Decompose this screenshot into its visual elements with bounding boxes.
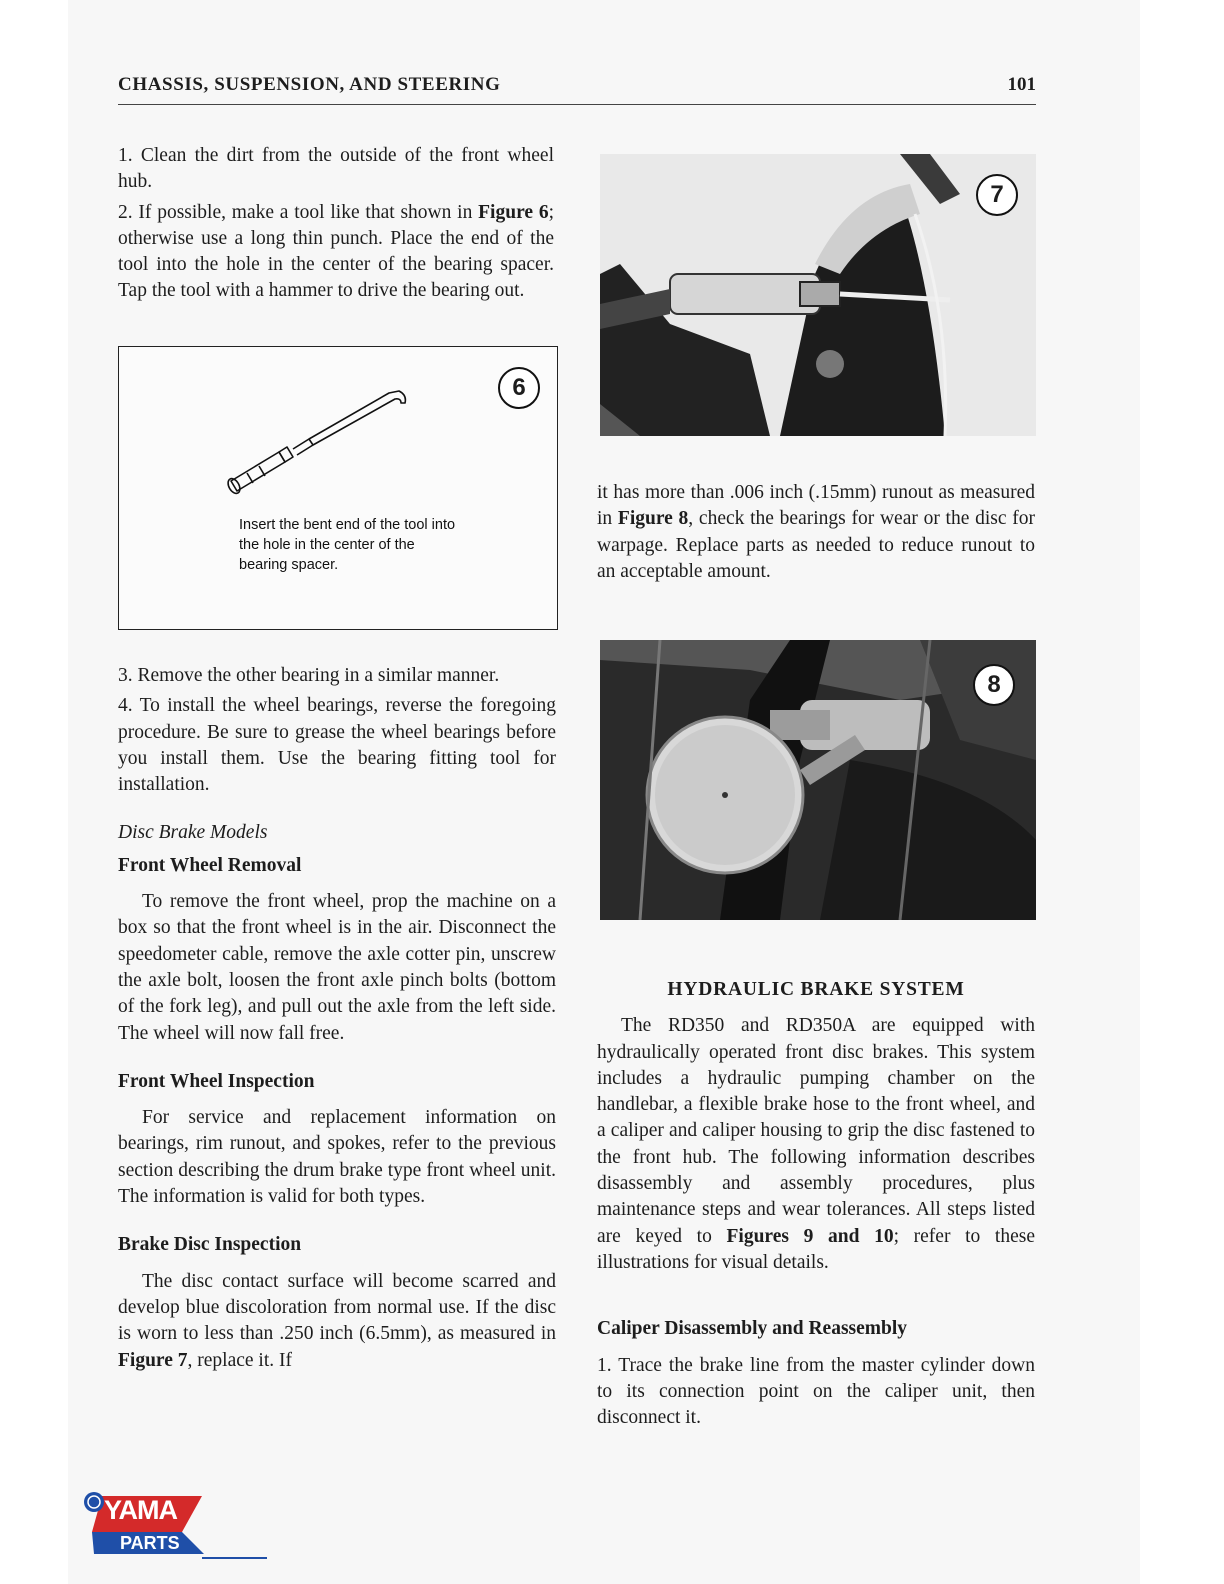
right-column-middle: [597, 480, 1035, 585]
figure-ref: Figures 9 and 10: [726, 1225, 894, 1247]
disc-measurement-photo: [600, 154, 1036, 436]
front-wheel-inspection-text: For service and replacement information on bearings, rim runout, and spokes, refer to the previous section describing the drum brake type front wheel unit. The information is valid for both types.: [118, 1107, 556, 1208]
figure-ref: Figure 6: [478, 201, 549, 223]
figure-8-photo: [600, 640, 1036, 920]
logo-text-top: YAMA: [104, 1495, 178, 1525]
front-wheel-removal-heading: Front Wheel Removal: [118, 854, 302, 876]
right-column-bottom: [597, 977, 1035, 1431]
figure-caption: Insert the bent end of the tool into the hole in the center of the bearing spacer.: [239, 517, 456, 573]
caliper-heading: Caliper Disassembly and Reassembly: [597, 1318, 908, 1340]
figure-ref: Figure 7: [118, 1349, 188, 1371]
brake-disc-inspection-heading: Brake Disc Inspection: [118, 1234, 302, 1256]
figure-7-photo: [600, 154, 1036, 436]
logo-text-bottom: PARTS: [120, 1533, 180, 1553]
hydraulic-brake-heading: HYDRAULIC BRAKE SYSTEM: [667, 979, 965, 1000]
figure-number-badge: 7: [976, 174, 1018, 216]
hydraulic-brake-text: The RD350 and RD350A are equipped with hydraulically operated front disc brakes. This system includes a hydraulic pumping chamber on the handlebar, a flexible brake hose to the front wheel, and a caliper and caliper housing to grip the disc fastened to the front hub. The following information describes disassembly and assembly procedures, plus maintenance steps and wear tolerances. All steps listed are keyed to Figures 9 and 10; refer to these illustrations for visual details.: [597, 1015, 1035, 1273]
step-4: 4. To install the wheel bearings, reverse the foregoing procedure. Be sure to grease the wheel bearings before you install them. Use the bearing fitting tool for installation.: [118, 695, 556, 796]
left-column-bottom: [118, 663, 556, 1374]
front-wheel-removal-text: To remove the front wheel, prop the machine on a box so that the front wheel is in the air. Disconnect the speedometer cable, remove the axle cotter pin, unscrew the axle bolt, loosen the front axle pinch bolts (bottom of the fork leg), and pull out the axle from the left side. The wheel will now fall free.: [118, 891, 556, 1044]
brake-disc-inspection-text: The disc contact surface will become scarred and develop blue discoloration from normal use. If the disc is worn to less than .250 inch (6.5mm), as measured in Figure 7, replace it. If: [118, 1270, 556, 1371]
left-column-top: [118, 143, 554, 305]
figure-6: [118, 346, 558, 630]
yamaparts-logo: [82, 1490, 272, 1560]
figure-number-badge: 8: [973, 664, 1015, 706]
runout-text: it has more than .006 inch (.15mm) runout as measured in Figure 8, check the bearings for wear or the disc for warpage. Replace parts as needed to reduce runout to an acceptable amount.: [597, 482, 1036, 582]
tool-illustration: [219, 377, 419, 497]
dial-gauge-photo: [600, 640, 1036, 920]
front-wheel-inspection-heading: Front Wheel Inspection: [118, 1070, 315, 1092]
caliper-step-1: 1. Trace the brake line from the master cylinder down to its connection point on the caliper unit, then disconnect it.: [597, 1354, 1035, 1429]
page-number: 101: [1007, 74, 1036, 95]
figure-number-badge: 6: [498, 367, 540, 409]
step-1: 1. Clean the dirt from the outside of the front wheel hub.: [118, 145, 554, 193]
page-header: [118, 74, 1036, 105]
step-3: 3. Remove the other bearing in a similar manner.: [118, 665, 500, 686]
section-subhead: Disc Brake Models: [118, 822, 268, 844]
chapter-title: CHASSIS, SUSPENSION, AND STEERING: [118, 74, 501, 95]
figure-ref: Figure 8: [617, 508, 689, 530]
step-2: 2. If possible, make a tool like that shown in Figure 6; otherwise use a long thin punch. Place the end of the tool into the hole in the center of the bearing spacer. Tap the tool with a hammer to drive the bearing out.: [118, 201, 554, 302]
